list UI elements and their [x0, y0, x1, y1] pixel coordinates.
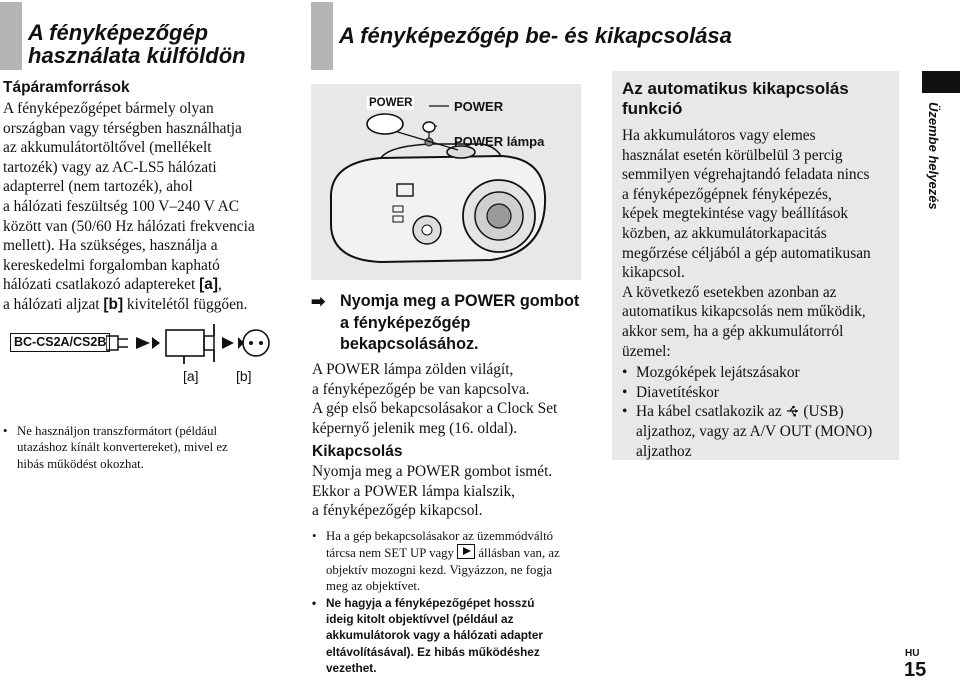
exceptions-list	[622, 363, 894, 461]
section-title-middle: A fényképezőgép be- és kikapcsolása	[339, 23, 732, 48]
text-line: akkor sem, ha a gép akkumulátorról	[622, 322, 844, 340]
step-arrow-icon: ➡	[311, 292, 326, 311]
title-line: A fényképezőgép	[28, 20, 209, 45]
text-line: kereskedelmi forgalomban kapható	[3, 256, 220, 274]
tag-b: [b]	[103, 295, 124, 313]
wall-socket-b-shape	[243, 330, 269, 356]
note-line	[326, 544, 594, 561]
step-line: Nyomja meg a POWER gombot	[340, 292, 580, 310]
power-tag: POWER	[369, 97, 413, 109]
note-line: • Ne használjon transzformátort (például	[17, 424, 218, 438]
text-line: A gép első bekapcsolásakor a Clock Set	[312, 400, 558, 418]
text-line: a fényképezőgép be van kapcsolva.	[312, 380, 530, 398]
text-line: a hálózati feszültség 100 V–240 V AC	[3, 197, 239, 215]
note-line: • Ne hagyja a fényképezőgépet hosszú	[326, 595, 535, 610]
side-tab-label: Üzembe helyezés	[926, 102, 941, 210]
socket-hole	[249, 341, 253, 345]
text-line	[636, 402, 894, 422]
auto-power-off-title	[622, 79, 849, 119]
usb-icon	[786, 404, 800, 418]
text-line: országban vagy térségben használhatja	[3, 119, 242, 137]
note-item-warning	[312, 595, 594, 677]
text-line	[3, 295, 299, 315]
text-line: tartozék) vagy az AC-LS5 hálózati	[3, 158, 217, 176]
power-lamp-icon	[421, 120, 437, 134]
text-line: Nyomja meg a POWER gombot ismét.	[312, 463, 553, 480]
note-line: ideig kitolt objektívvel (például az	[326, 612, 514, 627]
text-span: kivitelétől függően.	[123, 295, 248, 313]
arrow-right-icon	[152, 337, 160, 349]
camera-illustration-box	[311, 84, 581, 280]
subheading-power-sources: Tápáramforrások	[3, 79, 130, 96]
text-line: Ha akkumulátoros vagy elemes	[622, 127, 816, 144]
power-button-icon	[365, 112, 405, 136]
note-line: eltávolításával). Ez hibás működéshez	[326, 644, 540, 659]
list-item-text: Mozgóképek lejátszásakor	[636, 364, 800, 382]
text-line: képek megtekintése vagy beállítások	[622, 205, 849, 223]
text-line: képernyő jelenik meg (16. oldal).	[312, 419, 518, 437]
title-line: funkció	[622, 99, 683, 118]
socket-hole	[259, 341, 263, 345]
subheading-power-off: Kikapcsolás	[312, 443, 403, 460]
arrow-right-icon	[222, 337, 234, 349]
language-code: HU	[905, 648, 920, 659]
text-line: használat esetén körülbelül 3 percig	[622, 146, 843, 164]
step-line: bekapcsolásához.	[340, 335, 479, 354]
left-body-text	[3, 99, 299, 315]
text-line	[3, 275, 299, 295]
camera-drawing	[311, 84, 581, 280]
text-line: a fényképezőgép kikapcsol.	[312, 502, 483, 520]
control-dial-center	[422, 225, 432, 235]
section-title-left	[28, 21, 246, 67]
list-item	[622, 402, 894, 461]
note-line: objektív mozogni kezd. Vigyázzon, ne fogja	[326, 562, 553, 577]
auto-power-off-text	[622, 126, 894, 461]
lens-glass	[487, 204, 511, 228]
diagram-label-a: [a]	[183, 368, 199, 384]
text-line: az akkumulátortöltővel (mellékelt	[3, 139, 212, 157]
list-item	[622, 383, 894, 403]
text-line: aljzathoz, vagy az A/V OUT (MONO)	[636, 422, 873, 440]
text-span: állásban van, az	[475, 546, 560, 561]
plug-adapter-diagram	[10, 322, 300, 390]
note-line: hibás működést okozhat.	[17, 456, 144, 471]
text-line: adapterrel (nem tartozék), ahol	[3, 178, 193, 196]
note-line: akkumulátorok vagy a hálózati adapter	[326, 628, 544, 643]
text-line: A POWER lámpa zölden világít,	[312, 361, 514, 378]
middle-body-text	[312, 360, 592, 438]
plug-adapter-a-shape	[166, 330, 204, 356]
tag-a: [a]	[199, 276, 218, 294]
note-line: utazáshoz kínált konvertereket), mivel ez	[17, 440, 228, 455]
text-span: a hálózati aljzat	[3, 295, 104, 313]
text-span: Ha kábel csatlakozik az	[636, 403, 786, 421]
middle-notes	[312, 528, 594, 677]
power-off-text	[312, 462, 592, 521]
note-line: • Ha a gép bekapcsolásakor az üzemmódváltó	[326, 529, 554, 543]
text-line: mellett). Ha szükséges, használja a	[3, 237, 218, 255]
left-notes	[3, 423, 299, 472]
title-line: Az automatikus kikapcsolás	[622, 79, 849, 98]
text-line: automatikus kikapcsolás nem működik,	[622, 303, 866, 321]
text-line: közben, az akkumulátorkapacitás	[622, 224, 827, 242]
note-item	[3, 423, 299, 472]
charger-plug-shape	[106, 336, 118, 350]
note-item	[312, 528, 594, 595]
diagram-label-b: [b]	[236, 368, 252, 384]
text-span: (USB)	[799, 403, 844, 421]
text-line: kikapcsol.	[622, 264, 685, 282]
plug-diagram-graphic	[106, 322, 276, 364]
page-number: 15	[904, 659, 927, 681]
list-item	[622, 363, 894, 383]
text-line: a fényképezőgépnek fényképezés,	[622, 185, 832, 203]
adapter-label-box: BC-CS2A/CS2B	[10, 333, 110, 352]
arrow-right-icon	[136, 337, 150, 349]
plug-adapter-a-body	[204, 336, 214, 350]
text-span: tárcsa nem SET UP vagy	[326, 546, 458, 561]
title-bar-left	[0, 2, 22, 70]
label-power: POWER	[454, 99, 504, 114]
playback-icon	[457, 544, 475, 559]
text-line: aljzathoz	[636, 442, 692, 460]
text-span: hálózati csatlakozó adaptereket	[3, 276, 200, 294]
text-line: üzemel:	[622, 342, 671, 360]
text-line: semmilyen végrehajtandó feladata nincs	[622, 166, 870, 184]
step-line: a fényképezőgép	[340, 313, 471, 332]
side-tab-black	[922, 71, 960, 93]
list-item-text: Diavetítéskor	[636, 383, 719, 401]
text-line: között van (50/60 Hz hálózati frekvencia	[3, 217, 255, 235]
title-line: használata külföldön	[28, 43, 246, 68]
title-bar-middle	[311, 2, 333, 70]
text-line: A következő esetekben azonban az	[622, 283, 837, 301]
note-line: vezethet.	[326, 661, 377, 676]
label-power-lamp: POWER lámpa	[454, 134, 545, 149]
text-line: Ekkor a POWER lámpa kialszik,	[312, 482, 516, 500]
text-line: A fényképezőgépet bármely olyan	[3, 100, 214, 117]
text-span: ,	[217, 276, 222, 294]
note-line: meg az objektívet.	[326, 579, 421, 594]
text-line: megőrzése céljából a gép automatikusan	[622, 244, 871, 262]
step-instruction	[340, 291, 579, 356]
